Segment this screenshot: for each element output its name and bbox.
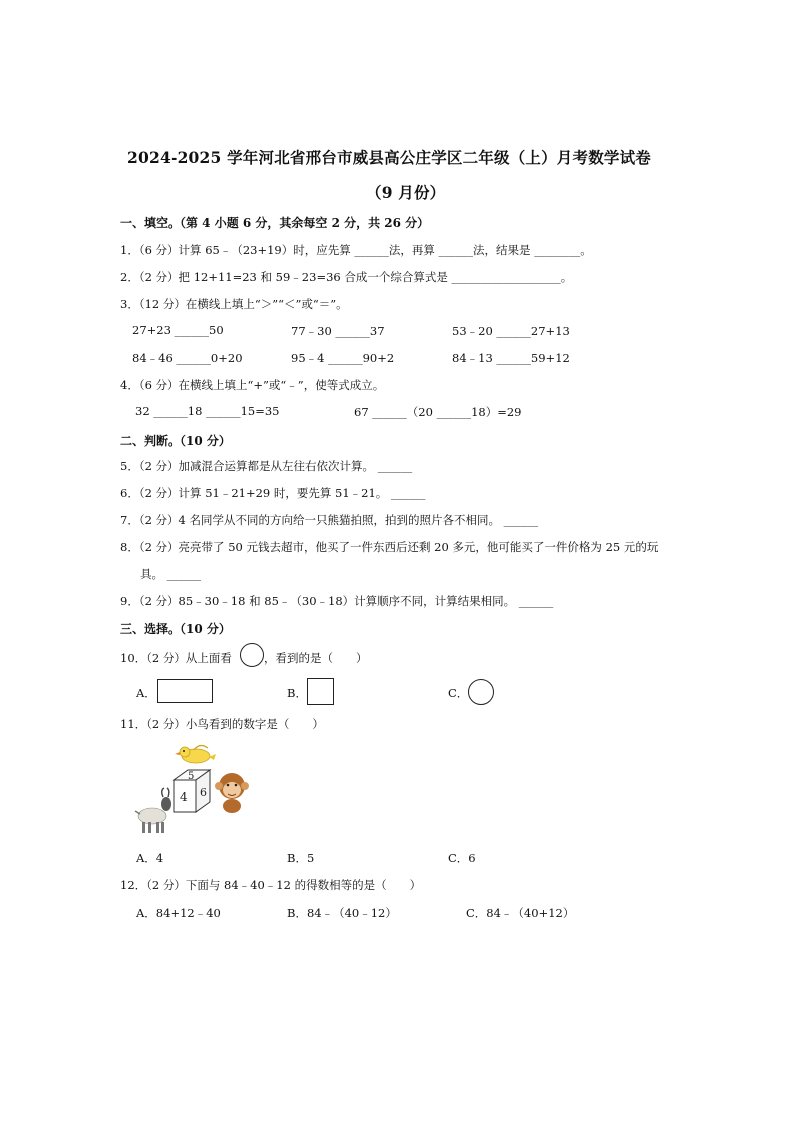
monkey-icon bbox=[215, 773, 249, 813]
question-10-suffix: ，看到的是（ ） bbox=[264, 651, 368, 665]
q10-circle-figure bbox=[240, 643, 264, 667]
question-5: 5．（2 分）加减混合运算都是从左往右依次计算。 ______ bbox=[120, 459, 413, 473]
question-4: 4．（6 分）在横线上填上“+”或“﹣”，使等式成立。 bbox=[120, 378, 385, 392]
cube-face-front: 4 bbox=[180, 790, 188, 804]
section-heading-judge: 二、判断。（10 分） bbox=[120, 434, 231, 448]
q3-item-1: 27+23 ______50 bbox=[132, 323, 224, 337]
q12-option-c[interactable]: C．84﹣（40+12） bbox=[466, 906, 575, 920]
question-7: 7．（2 分）4 名同学从不同的方向给一只熊猫拍照，拍到的照片各不相同。 ______ bbox=[120, 513, 539, 527]
q3-item-6: 84﹣13 ______59+12 bbox=[452, 351, 570, 365]
goat-icon bbox=[135, 788, 171, 833]
q10-option-c-circle[interactable] bbox=[468, 679, 494, 705]
cube-face-side: 6 bbox=[200, 786, 207, 799]
q10-option-b-square[interactable] bbox=[307, 678, 334, 705]
page-subtitle: （9 月份） bbox=[366, 183, 446, 202]
question-1: 1．（6 分）计算 65﹣（23+19）时，应先算 ______法，再算 ______法，结果是 ________。 bbox=[120, 243, 592, 257]
bird-icon bbox=[175, 745, 216, 763]
question-6: 6．（2 分）计算 51﹣21+29 时，要先算 51﹣21。 ______ bbox=[120, 486, 426, 500]
q11-illustration bbox=[134, 740, 256, 840]
section-heading-choice: 三、选择。（10 分） bbox=[120, 622, 231, 636]
question-2: 2．（2 分）把 12+11=23 和 59﹣23=36 合成一个综合算式是 ___________________。 bbox=[120, 270, 573, 284]
q3-item-2: 77﹣30 ______37 bbox=[291, 324, 385, 338]
question-10-prefix: 10．（2 分）从上面看 bbox=[120, 651, 232, 665]
q3-item-5: 95﹣4 ______90+2 bbox=[291, 351, 395, 365]
section-heading-fill-in: 一、填空。（第 4 小题 6 分，其余每空 2 分，共 26 分） bbox=[120, 216, 430, 230]
q3-item-3: 53﹣20 ______27+13 bbox=[452, 324, 570, 338]
question-3: 3．（12 分）在横线上填上“＞”“＜”或“＝”。 bbox=[120, 297, 348, 311]
q10-option-c-label: C． bbox=[448, 686, 469, 700]
page-title: 2024-2025 学年河北省邢台市威县高公庄学区二年级（上）月考数学试卷 bbox=[127, 148, 652, 167]
q11-option-a[interactable]: A．4 bbox=[136, 851, 164, 865]
question-12: 12．（2 分）下面与 84﹣40﹣12 的得数相等的是（ ） bbox=[120, 878, 422, 892]
question-9: 9．（2 分）85﹣30﹣18 和 85﹣（30﹣18）计算顺序不同，计算结果相同。 ______ bbox=[120, 594, 554, 608]
question-8-line-1: 8．（2 分）亮亮带了 50 元钱去超市，他买了一件东西后还剩 20 多元，他可能买了一件价格为 25 元的玩 bbox=[120, 540, 659, 554]
cube-face-top: 5 bbox=[188, 771, 195, 782]
q11-option-c[interactable]: C．6 bbox=[448, 851, 476, 865]
q10-option-a-rectangle[interactable] bbox=[157, 679, 213, 703]
q11-option-b[interactable]: B．5 bbox=[287, 851, 315, 865]
question-8-line-2: 具。 ______ bbox=[140, 567, 202, 581]
q4-item-1: 32 ______18 ______15=35 bbox=[135, 404, 280, 418]
q3-item-4: 84﹣46 ______0+20 bbox=[132, 351, 243, 365]
q4-item-2: 67 ______（20 ______18）=29 bbox=[354, 405, 522, 419]
q12-option-b[interactable]: B．84﹣（40﹣12） bbox=[287, 906, 397, 920]
q12-option-a[interactable]: A．84+12﹣40 bbox=[136, 906, 221, 920]
question-11: 11．（2 分）小鸟看到的数字是（ ） bbox=[120, 717, 324, 731]
q10-option-b-label: B． bbox=[287, 686, 307, 700]
q10-option-a-label: A． bbox=[136, 686, 156, 700]
